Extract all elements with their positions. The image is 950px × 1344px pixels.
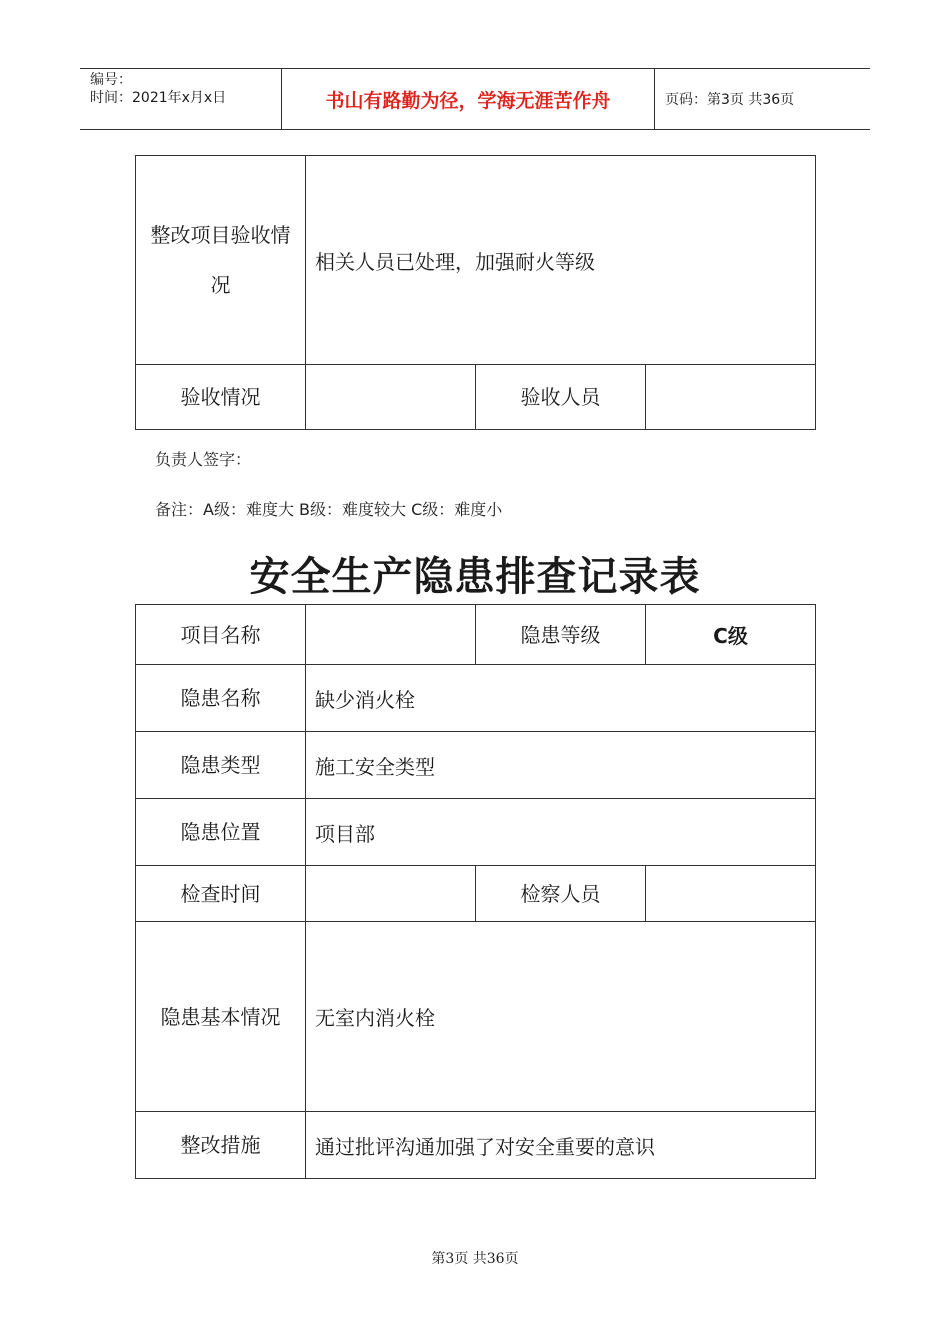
hazard-basic-info-value: 无室内消火栓	[306, 922, 816, 1112]
project-name-value	[306, 605, 476, 665]
document-date: 时间：2021年x月x日	[90, 90, 227, 106]
hazard-type-value: 施工安全类型	[306, 732, 816, 799]
header-divider	[654, 69, 655, 129]
hazard-type-label: 隐患类型	[136, 732, 306, 799]
acceptance-status-label: 验收情况	[136, 365, 306, 430]
document-number: 编号：	[90, 72, 132, 88]
table-row	[136, 799, 816, 866]
inspector-label: 检察人员	[476, 866, 646, 922]
project-name-label: 项目名称	[136, 605, 306, 665]
hazard-grade-value: C级	[646, 605, 816, 665]
acceptance-person-value	[646, 365, 816, 430]
header-page-number: 页码：第3页 共36页	[665, 92, 795, 108]
acceptance-person-label: 验收人员	[476, 365, 646, 430]
page-header	[80, 68, 870, 130]
hazard-record-table	[135, 604, 816, 1179]
signature-label: 负责人签字：	[155, 450, 252, 469]
check-time-label: 检查时间	[136, 866, 306, 922]
hazard-grade-label: 隐患等级	[476, 605, 646, 665]
table-row	[136, 922, 816, 1112]
table-row	[136, 156, 816, 365]
page-footer: 第3页 共36页	[431, 1251, 519, 1267]
table-row	[136, 665, 816, 732]
table-row	[136, 866, 816, 922]
hazard-name-label: 隐患名称	[136, 665, 306, 732]
table-row	[136, 605, 816, 665]
rectification-measures-label: 整改措施	[136, 1112, 306, 1179]
table-row	[136, 1112, 816, 1179]
rectification-acceptance-value: 相关人员已处理，加强耐火等级	[306, 156, 816, 365]
header-meta	[90, 71, 226, 107]
acceptance-status-value	[306, 365, 476, 430]
header-motto: 书山有路勤为径，学海无涯苦作舟	[325, 89, 611, 112]
remark-text: 备注：A级：难度大 B级：难度较大 C级：难度小	[155, 500, 503, 519]
rectification-acceptance-label: 整改项目验收情况	[136, 156, 306, 365]
acceptance-table	[135, 155, 816, 430]
check-time-value	[306, 866, 476, 922]
rectification-measures-value: 通过批评沟通加强了对安全重要的意识	[306, 1112, 816, 1179]
inspector-value	[646, 866, 816, 922]
hazard-location-value: 项目部	[306, 799, 816, 866]
table-row	[136, 732, 816, 799]
hazard-name-value: 缺少消火栓	[306, 665, 816, 732]
page-title: 安全生产隐患排查记录表	[249, 554, 701, 600]
hazard-location-label: 隐患位置	[136, 799, 306, 866]
table-row	[136, 365, 816, 430]
hazard-basic-info-label: 隐患基本情况	[136, 922, 306, 1112]
